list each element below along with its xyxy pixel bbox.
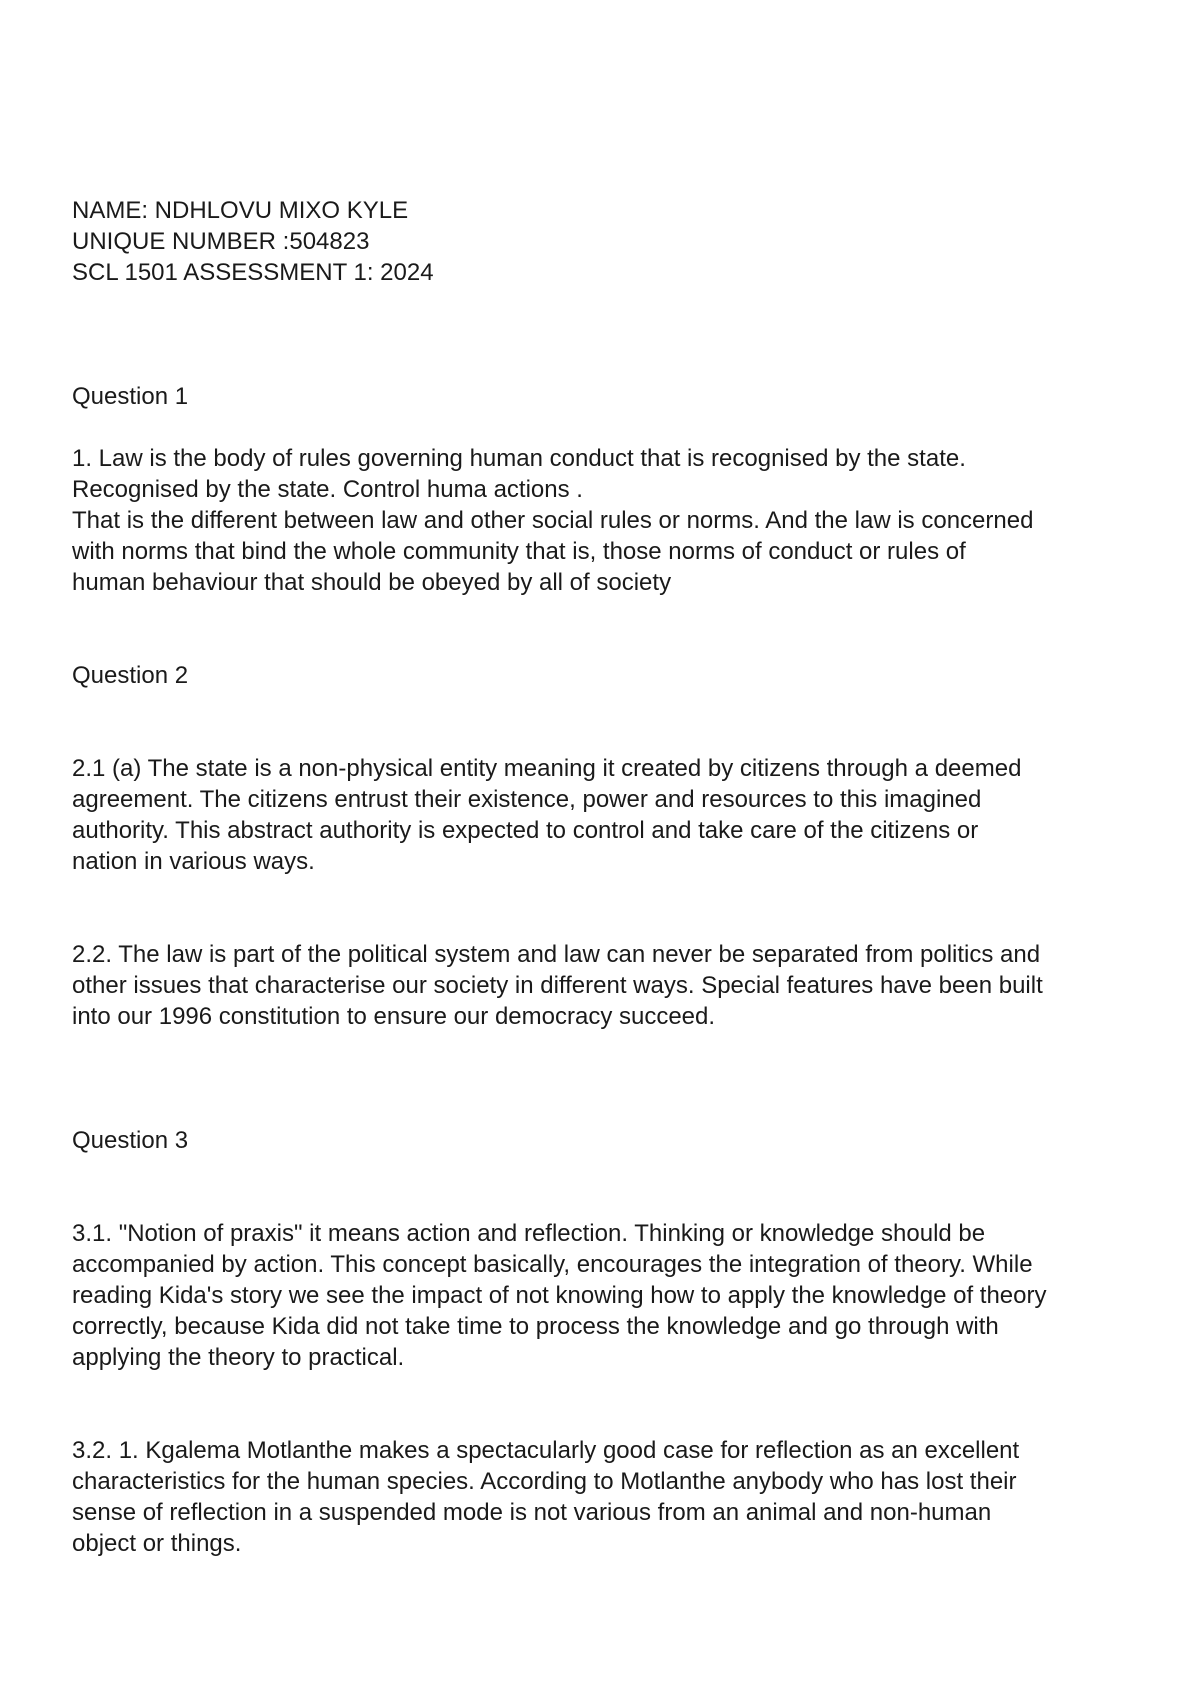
answer-line: into our 1996 constitution to ensure our democracy succeed. [72,1003,716,1030]
answer-line: reading Kida's story we see the impact of not knowing how to apply the knowledge of theory [72,1282,1047,1309]
document-body [72,195,1132,1559]
spacer [72,598,1132,660]
question-3-2-answer [72,1435,1132,1559]
answer-line: 3.1. "Notion of praxis" it means action and reflection. Thinking or knowledge should be [72,1220,986,1247]
question-1-section [72,381,1132,598]
answer-line: with norms that bind the whole community that is, those norms of conduct or rules of [72,538,966,565]
question-2-2-answer [72,939,1132,1032]
spacer [72,1032,1132,1125]
answer-line: sense of reflection in a suspended mode is not various from an animal and non-human [72,1499,992,1526]
answer-line: agreement. The citizens entrust their existence, power and resources to this imagined [72,786,982,813]
answer-line: human behaviour that should be obeyed by all of society [72,569,672,596]
question-3-section [72,1125,1132,1559]
question-2-1-answer [72,753,1132,877]
answer-line: 1. Law is the body of rules governing human conduct that is recognised by the state. [72,445,966,472]
answer-line: 3.2. 1. Kgalema Motlanthe makes a spectacularly good case for reflection as an excellent [72,1437,1020,1464]
answer-line: object or things. [72,1530,242,1557]
question-1-heading: Question 1 [72,383,189,410]
unique-number: UNIQUE NUMBER :504823 [72,228,370,255]
spacer [72,1373,1132,1435]
question-3-1-answer [72,1218,1132,1373]
spacer [72,288,1132,381]
spacer [72,691,1132,753]
answer-line: characteristics for the human species. According to Motlanthe anybody who has lost their [72,1468,1017,1495]
question-3-heading: Question 3 [72,1127,189,1154]
spacer [72,412,1132,443]
answer-line: 2.1 (a) The state is a non-physical entity meaning it created by citizens through a deemed [72,755,1022,782]
answer-line: authority. This abstract authority is expected to control and take care of the citizens or [72,817,979,844]
assessment-title: SCL 1501 ASSESSMENT 1: 2024 [72,259,434,286]
answer-line: applying the theory to practical. [72,1344,405,1371]
question-2-heading: Question 2 [72,662,189,689]
answer-line: That is the different between law and other social rules or norms. And the law is concerned [72,507,1034,534]
answer-line: Recognised by the state. Control huma actions . [72,476,583,503]
answer-line: nation in various ways. [72,848,315,875]
answer-line: correctly, because Kida did not take time to process the knowledge and go through with [72,1313,999,1340]
question-2-section [72,660,1132,1032]
spacer [72,877,1132,939]
answer-line: other issues that characterise our society in different ways. Special features have been built [72,972,1043,999]
student-name: NAME: NDHLOVU MIXO KYLE [72,197,409,224]
answer-line: accompanied by action. This concept basically, encourages the integration of theory. While [72,1251,1033,1278]
spacer [72,1156,1132,1218]
question-1-answer [72,443,1132,598]
student-header [72,195,1132,288]
answer-line: 2.2. The law is part of the political system and law can never be separated from politics and [72,941,1041,968]
